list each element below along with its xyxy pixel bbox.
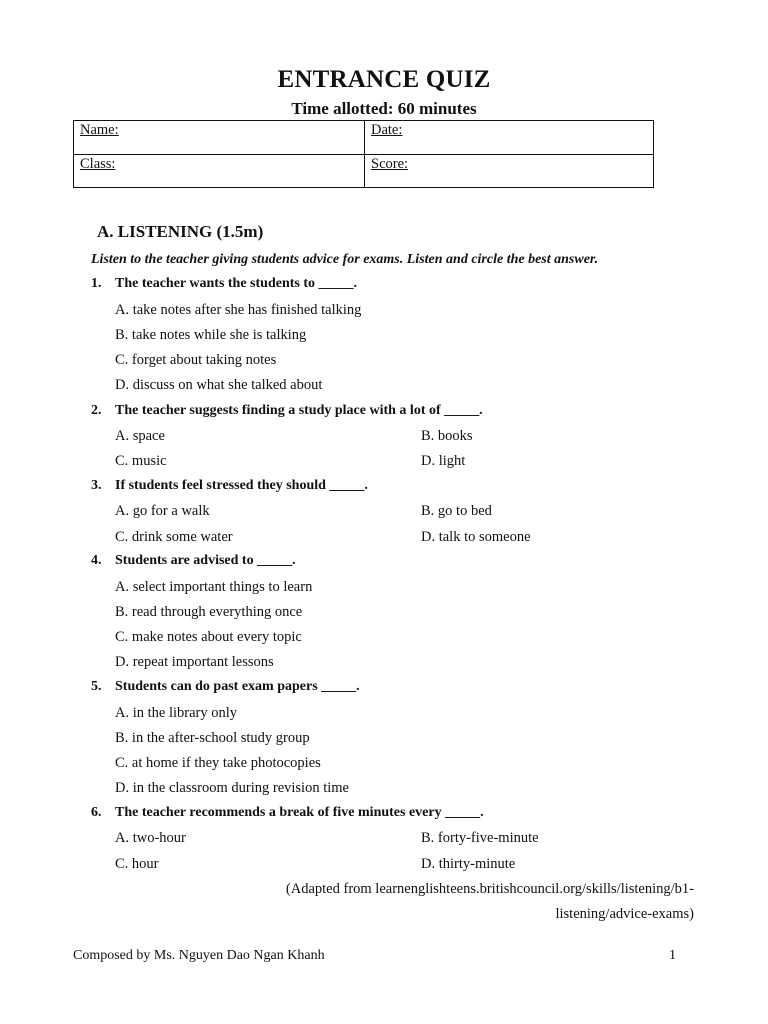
question-number: 1. [91,276,102,291]
section-instruction: Listen to the teacher giving students advice for exams. Listen and circle the best answer. [91,252,599,267]
option-2a: A. space [115,428,165,444]
option-6b: B. forty-five-minute [421,830,539,846]
option-5d: D. in the classroom during revision time [115,780,349,796]
option-2b: B. books [421,428,473,444]
option-2d: D. light [421,453,466,469]
table-divider-horizontal [74,154,653,155]
option-5a: A. in the library only [115,705,238,721]
question-4 [91,553,296,569]
option-3a: A. go for a walk [115,503,210,519]
question-number: 2. [91,403,102,418]
option-2c: C. music [115,453,167,469]
option-1c: C. forget about taking notes [115,352,277,368]
time-allotted: Time allotted: 60 minutes [291,99,477,118]
option-1a: A. take notes after she has finished talking [115,302,362,318]
option-3b: B. go to bed [421,503,492,519]
name-label: Name: [80,122,119,138]
question-text: Students are advised to _____. [115,553,296,568]
question-number: 4. [91,553,102,568]
question-text: If students feel stressed they should _____. [115,478,368,493]
option-3d: D. talk to someone [421,529,531,545]
option-5b: B. in the after-school study group [115,730,310,746]
student-info-table [73,120,654,188]
section-heading: A. LISTENING (1.5m) [97,222,264,241]
option-4c: C. make notes about every topic [115,629,302,645]
option-5c: C. at home if they take photocopies [115,755,321,771]
option-4b: B. read through everything once [115,604,303,620]
option-4d: D. repeat important lessons [115,654,274,670]
class-label: Class: [80,156,116,172]
question-1 [91,276,357,292]
question-number: 5. [91,679,102,694]
question-2 [91,403,483,419]
question-text: The teacher recommends a break of five minutes every _____. [115,805,484,820]
date-label: Date: [371,122,403,138]
page-title: ENTRANCE QUIZ [277,66,491,93]
question-text: Students can do past exam papers _____. [115,679,360,694]
option-3c: C. drink some water [115,529,233,545]
page-number: 1 [669,948,676,963]
option-1d: D. discuss on what she talked about [115,377,323,393]
option-6d: D. thirty-minute [421,856,516,872]
score-label: Score: [371,156,409,172]
question-number: 3. [91,478,102,493]
source-citation-line2: listening/advice-exams) [555,906,694,922]
option-6c: C. hour [115,856,159,872]
question-number: 6. [91,805,102,820]
option-1b: B. take notes while she is talking [115,327,307,343]
source-citation-line1: (Adapted from learnenglishteens.britishcouncil.org/skills/listening/b1- [285,881,694,897]
question-5 [91,679,360,695]
option-4a: A. select important things to learn [115,579,313,595]
footer-author: Composed by Ms. Nguyen Dao Ngan Khanh [73,948,325,963]
question-6 [91,805,484,821]
question-3 [91,478,368,494]
question-text: The teacher suggests finding a study place with a lot of _____. [115,403,483,418]
question-text: The teacher wants the students to _____. [115,276,358,291]
option-6a: A. two-hour [115,830,186,846]
